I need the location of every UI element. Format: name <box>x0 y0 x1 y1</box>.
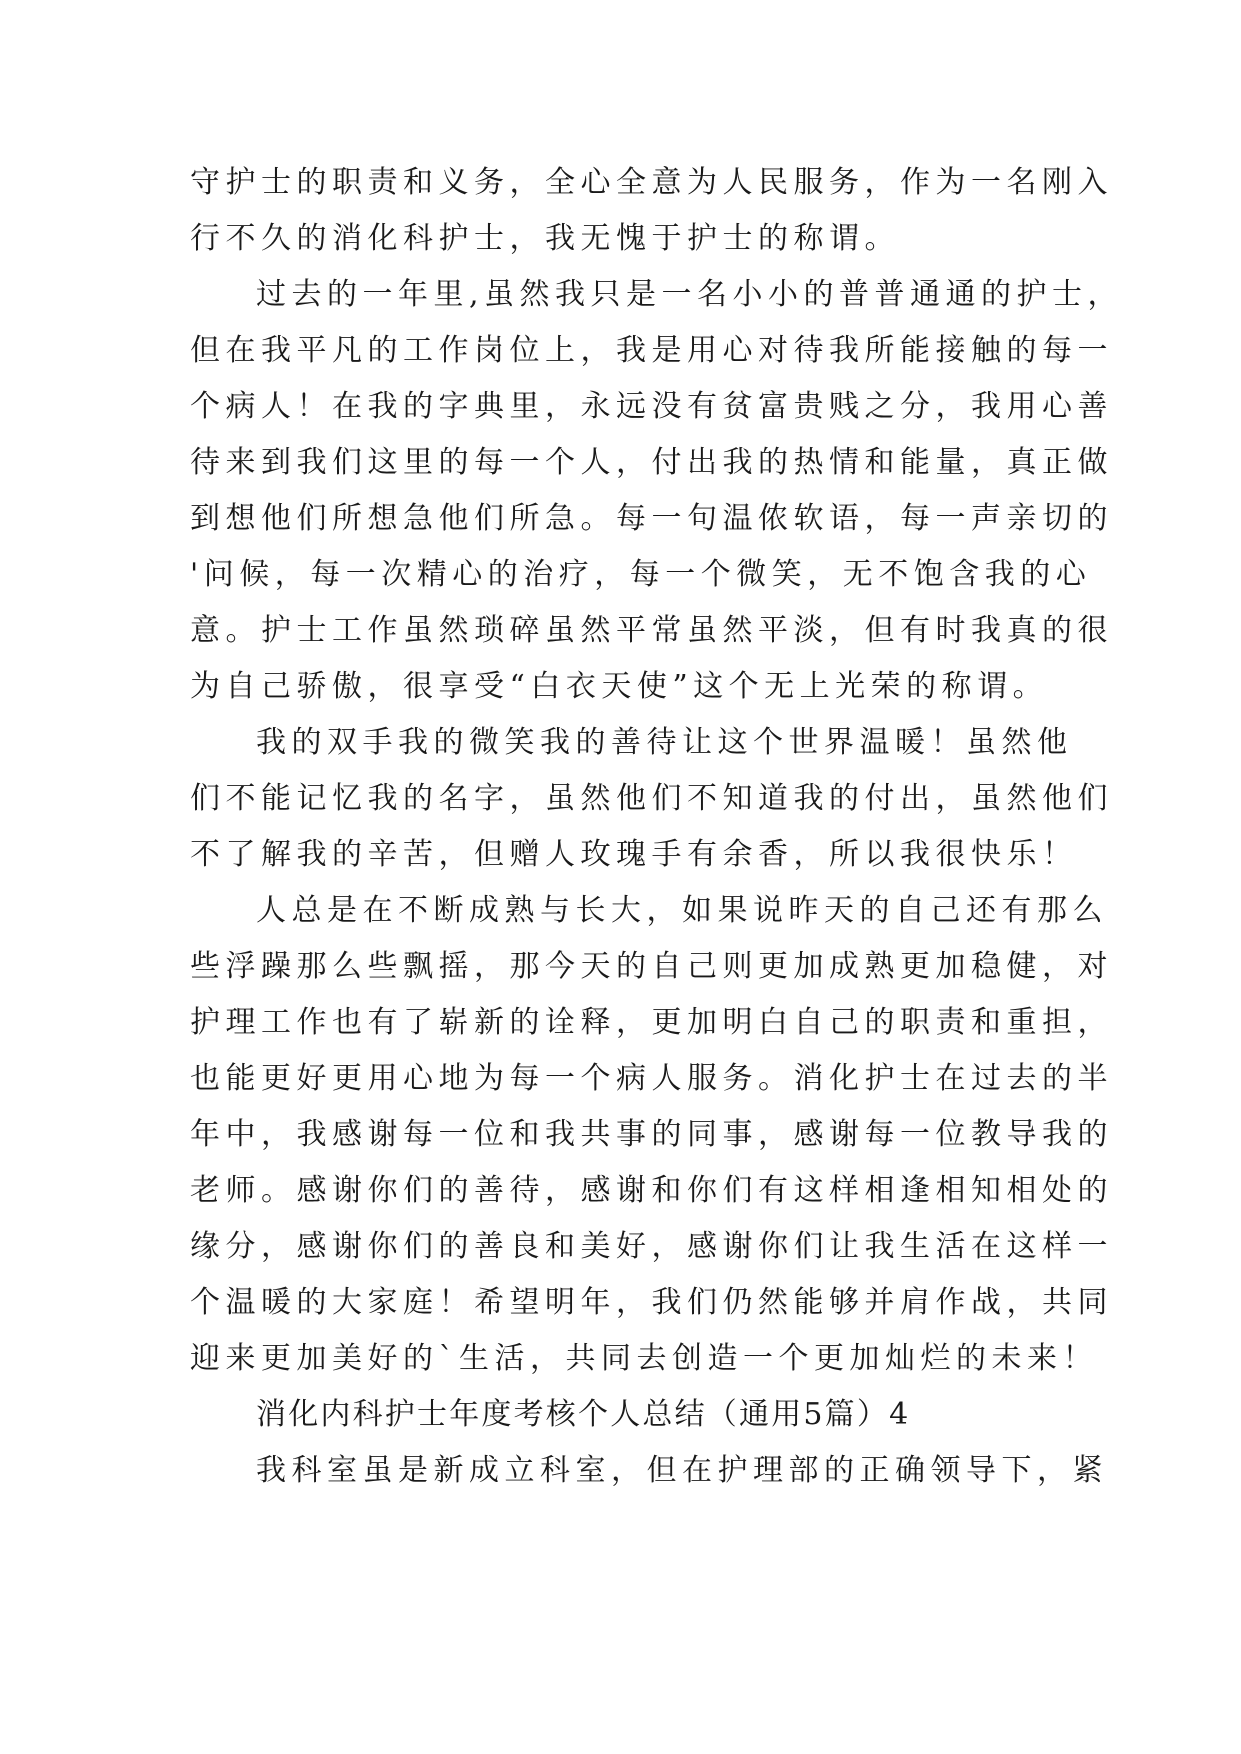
text-line-content: 到想他们所想急他们所急。每一句温侬软语，每一声亲切的 <box>190 501 1113 536</box>
text-line-content: 个温暖的大家庭！希望明年，我们仍然能够并肩作战，共同 <box>190 1285 1113 1320</box>
paragraph-first-line <box>0 718 1241 768</box>
text-line <box>0 158 1241 208</box>
text-line-content: 不了解我的辛苦，但赠人玫瑰手有余香，所以我很快乐！ <box>190 837 1078 872</box>
text-line-content: 我的双手我的微笑我的善待让这个世界温暖！虽然他 <box>256 725 1073 760</box>
text-line <box>0 494 1241 544</box>
text-line <box>0 1334 1241 1384</box>
text-line-content: 护理工作也有了崭新的诠释，更加明白自己的职责和重担， <box>190 1005 1113 1040</box>
text-line <box>0 214 1241 264</box>
text-line-content: 守护士的职责和义务，全心全意为人民服务，作为一名刚入 <box>190 165 1113 200</box>
text-line-content: 缘分，感谢你们的善良和美好，感谢你们让我生活在这样一 <box>190 1229 1113 1264</box>
text-line-content: 迎来更加美好的`生活，共同去创造一个更加灿烂的未来！ <box>190 1341 1098 1376</box>
text-line <box>0 998 1241 1048</box>
paragraph-first-line <box>0 270 1241 320</box>
text-line-content: 为自己骄傲，很享受“白衣天使”这个无上光荣的称谓。 <box>190 669 1049 704</box>
section-heading <box>0 1390 1241 1440</box>
text-line-content: 个病人！在我的字典里，永远没有贫富贵贱之分，我用心善 <box>190 389 1113 424</box>
text-line-content: 人总是在不断成熟与长大，如果说昨天的自己还有那么 <box>256 893 1108 928</box>
text-line-content: 过去的一年里,虽然我只是一名小小的普普通通的护士， <box>256 277 1124 312</box>
text-line-content: 些浮躁那么些飘摇，那今天的自己则更加成熟更加稳健，对 <box>190 949 1113 984</box>
text-line-content: 我科室虽是新成立科室，但在护理部的正确领导下，紧 <box>256 1453 1108 1488</box>
text-line <box>0 550 1241 600</box>
text-line <box>0 438 1241 488</box>
text-line <box>0 774 1241 824</box>
text-line <box>0 662 1241 712</box>
text-line-content: 意。护士工作虽然琐碎虽然平常虽然平淡，但有时我真的很 <box>190 613 1113 648</box>
text-line <box>0 326 1241 376</box>
text-line-content: 行不久的消化科护士，我无愧于护士的称谓。 <box>190 221 900 256</box>
text-line <box>0 606 1241 656</box>
text-line-content: '问候，每一次精心的治疗，每一个微笑，无不饱含我的心 <box>190 557 1092 592</box>
text-line <box>0 830 1241 880</box>
text-line <box>0 942 1241 992</box>
text-line <box>0 1278 1241 1328</box>
paragraph-first-line <box>0 886 1241 936</box>
text-line <box>0 1166 1241 1216</box>
text-line <box>0 382 1241 432</box>
text-line-content: 但在我平凡的工作岗位上，我是用心对待我所能接触的每一 <box>190 333 1113 368</box>
text-line <box>0 1054 1241 1104</box>
text-line <box>0 1110 1241 1160</box>
text-line <box>0 1222 1241 1272</box>
paragraph-first-line <box>0 1446 1241 1496</box>
text-line-content: 老师。感谢你们的善待，感谢和你们有这样相逢相知相处的 <box>190 1173 1113 1208</box>
text-line-content: 待来到我们这里的每一个人，付出我的热情和能量，真正做 <box>190 445 1113 480</box>
text-line-content: 们不能记忆我的名字，虽然他们不知道我的付出，虽然他们 <box>190 781 1113 816</box>
section-heading-text: 消化内科护士年度考核个人总结（通用5篇）4 <box>256 1397 911 1432</box>
text-line-content: 年中，我感谢每一位和我共事的同事，感谢每一位教导我的 <box>190 1117 1113 1152</box>
text-line-content: 也能更好更用心地为每一个病人服务。消化护士在过去的半 <box>190 1061 1113 1096</box>
